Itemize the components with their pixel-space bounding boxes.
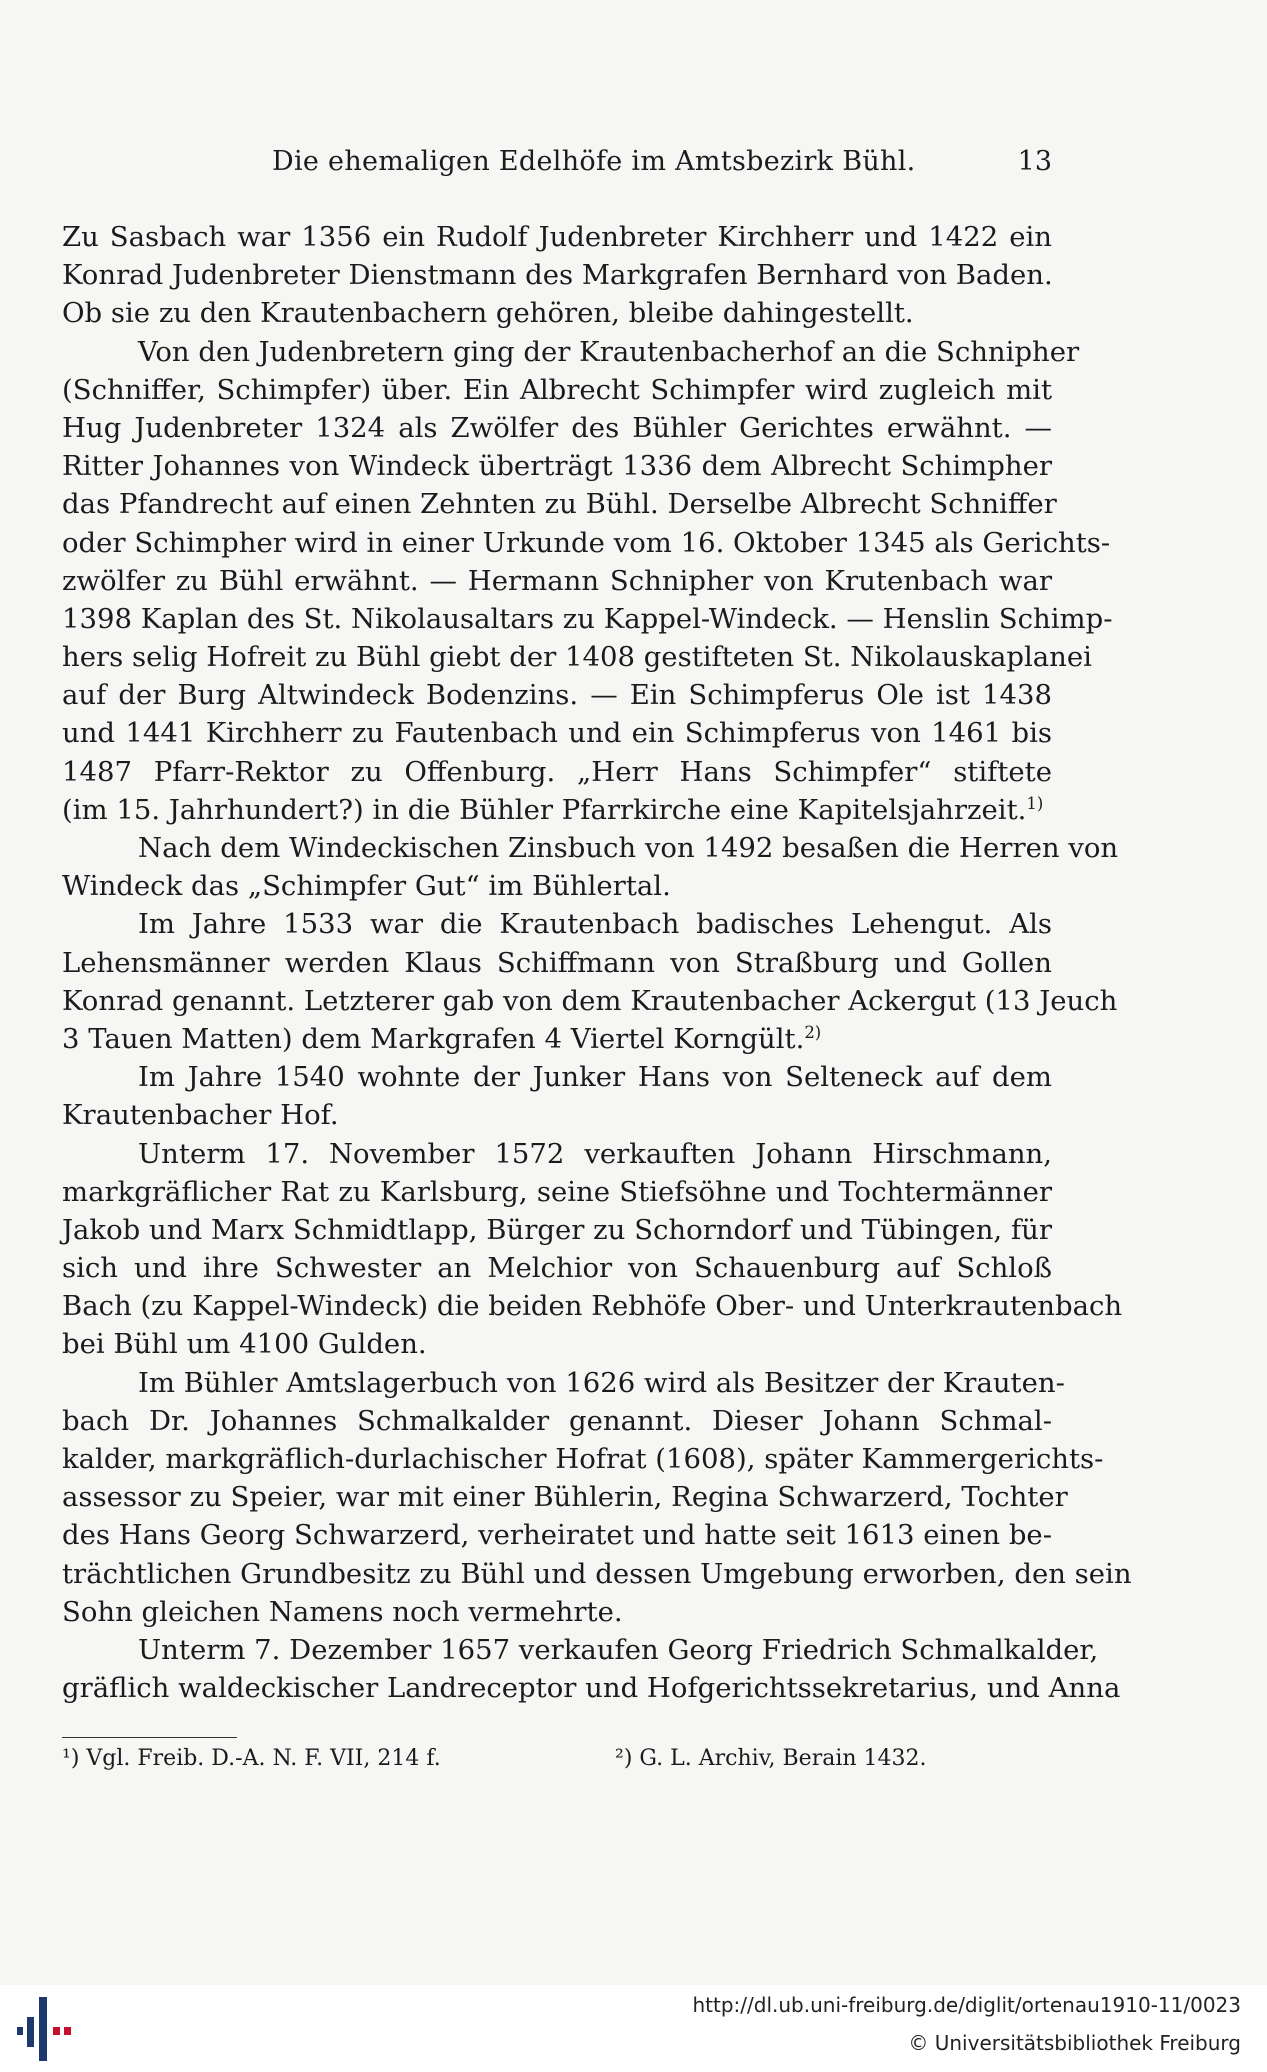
text-line-content: oder Schimpher wird in einer Urkunde vom 16. Oktober 1345 als Gerichts- <box>62 526 1111 559</box>
text-line-content: Ritter Johannes von Windeck überträgt 1336 dem Albrecht Schimpher <box>62 450 1052 483</box>
text-line-content: Konrad Judenbreter Dienstmann des Markgrafen Bernhard von Baden. <box>62 259 1053 292</box>
text-line-content: Lehensmänner werden Klaus Schiffmann von Straßburg und Gollen <box>62 946 1052 979</box>
text-line <box>62 1325 1052 1363</box>
text-line <box>62 333 1080 371</box>
text-line <box>62 447 1052 485</box>
text-line <box>62 1096 1052 1134</box>
text-line-content: Im Jahre 1533 war die Krautenbach badisches Lehengut. Als <box>138 908 1052 941</box>
library-logo-icon <box>14 1991 74 2067</box>
footnotes <box>62 1746 1052 1771</box>
text-line-content: zwölfer zu Bühl erwähnt. — Hermann Schnipher von Krutenbach war <box>62 564 1052 597</box>
text-line <box>62 294 1052 332</box>
text-line <box>62 524 1111 562</box>
page-header <box>62 146 1052 186</box>
footer-bar <box>0 1985 1267 2072</box>
text-line-content: gräflich waldeckischer Landreceptor und Hofgerichtssekretarius, und Anna <box>62 1672 1121 1705</box>
text-line-content: 1398 Kaplan des St. Nikolausaltars zu Kappel-Windeck. — Henslin Schimp- <box>62 602 1113 635</box>
text-line <box>62 1173 1052 1211</box>
text-line <box>62 1364 1065 1402</box>
footnote-1: ¹) Vgl. Freib. D.-A. N. F. VII, 214 f. <box>62 1746 441 1771</box>
text-line-content: assessor zu Speier, war mit einer Bühlerin, Regina Schwarzerd, Tochter <box>62 1481 1068 1514</box>
text-line <box>62 1287 1123 1325</box>
text-line-content: Hug Judenbreter 1324 als Zwölfer des Bühler Gerichtes erwähnt. — <box>62 411 1052 444</box>
text-line-content: Konrad genannt. Letzterer gab von dem Krautenbacher Ackergut (13 Jeuch <box>62 984 1118 1017</box>
text-line-content: Bach (zu Kappel-Windeck) die beiden Rebhöfe Ober- und Unterkrautenbach <box>62 1290 1123 1323</box>
text-line-content: Sohn gleichen Namens noch vermehrte. <box>62 1595 623 1628</box>
text-line-content: markgräflicher Rat zu Karlsburg, seine Stiefsöhne und Tochtermänner <box>62 1175 1052 1208</box>
text-line-content: Nach dem Windeckischen Zinsbuch von 1492 besaßen die Herren von <box>138 832 1119 864</box>
text-line <box>62 1211 1052 1249</box>
text-line <box>62 218 1052 256</box>
text-line <box>62 409 1052 447</box>
text-line-content: Im Jahre 1540 wohnte der Junker Hans von Selteneck auf dem <box>138 1061 1052 1094</box>
text-line <box>62 485 1057 523</box>
text-line-content: Unterm 7. Dezember 1657 verkaufen Georg Friedrich Schmalkalder, <box>138 1633 1099 1666</box>
text-line <box>62 600 1113 638</box>
body-text <box>62 218 1132 1707</box>
text-line <box>62 1478 1068 1516</box>
text-line <box>62 1020 1052 1058</box>
text-line <box>62 829 1119 867</box>
text-line-content: bach Dr. Johannes Schmalkalder genannt. Dieser Johann Schmal- <box>62 1404 1052 1437</box>
text-line <box>62 256 1052 294</box>
running-title: Die ehemaligen Edelhöfe im Amtsbezirk Bühl. <box>272 146 916 177</box>
footnote-rule <box>62 1737 237 1738</box>
text-line <box>62 791 1052 829</box>
footnote-marker: 1) <box>1026 793 1044 813</box>
text-line-content: Jakob und Marx Schmidtlapp, Bürger zu Schorndorf und Tübingen, für <box>62 1213 1052 1246</box>
text-line-content: Windeck das „Schimpfer Gut“ im Bühlertal. <box>62 870 671 903</box>
text-line <box>62 1631 1099 1669</box>
text-line-content: Ob sie zu den Krautenbachern gehören, bleibe dahingestellt. <box>62 297 914 330</box>
text-line-content: bei Bühl um 4100 Gulden. <box>62 1328 427 1361</box>
text-line-content: trächtlichen Grundbesitz zu Bühl und dessen Umgebung erworben, den sein <box>62 1557 1132 1590</box>
text-line <box>62 1135 1052 1173</box>
text-line <box>62 1516 1052 1554</box>
footnote-2: ²) G. L. Archiv, Berain 1432. <box>615 1746 927 1771</box>
text-line-content: (im 15. Jahrhundert?) in die Bühler Pfarrkirche eine Kapitelsjahrzeit. <box>62 793 1027 826</box>
text-line-content: des Hans Georg Schwarzerd, verheiratet und hatte seit 1613 einen be- <box>62 1519 1052 1552</box>
text-line-content: 3 Tauen Matten) dem Markgrafen 4 Viertel Korngült. <box>62 1022 805 1055</box>
text-line-content: Unterm 17. November 1572 verkauften Johann Hirschmann, <box>138 1137 1052 1170</box>
text-line-content: sich und ihre Schwester an Melchior von Schauenburg auf Schloß <box>62 1252 1052 1285</box>
text-line <box>62 1058 1052 1096</box>
text-line-content: auf der Burg Altwindeck Bodenzins. — Ein Schimpferus Ole ist 1438 <box>62 679 1052 712</box>
text-line <box>62 1669 1121 1707</box>
text-line <box>62 1402 1052 1440</box>
text-line <box>62 638 1092 676</box>
text-line-content: kalder, markgräflich-durlachischer Hofrat (1608), später Kammergerichts- <box>62 1443 1104 1475</box>
text-line-content: Von den Judenbretern ging der Krautenbacherhof an die Schnipher <box>138 335 1080 368</box>
text-line <box>62 676 1052 714</box>
text-line-content: hers selig Hofreit zu Bühl giebt der 1408 gestifteten St. Nikolauskaplanei <box>62 641 1092 674</box>
footnote-marker: 2) <box>804 1022 822 1042</box>
text-line-content: (Schniffer, Schimpfer) über. Ein Albrecht Schimpfer wird zugleich mit <box>62 373 1052 406</box>
text-line-content: und 1441 Kirchherr zu Fautenbach und ein Schimpferus von 1461 bis <box>62 717 1052 750</box>
text-line-content: Im Bühler Amtslagerbuch von 1626 wird als Besitzer der Krauten- <box>138 1366 1065 1399</box>
text-line-content: Krautenbacher Hof. <box>62 1099 339 1132</box>
text-line <box>62 562 1052 600</box>
text-line-content: Zu Sasbach war 1356 ein Rudolf Judenbreter Kirchherr und 1422 ein <box>62 221 1052 253</box>
copyright-notice: © Universitätsbibliothek Freiburg <box>908 2031 1241 2055</box>
text-line <box>62 371 1052 409</box>
text-line <box>62 1249 1052 1287</box>
text-line-content: das Pfandrecht auf einen Zehnten zu Bühl. Derselbe Albrecht Schniffer <box>62 488 1057 521</box>
permalink-url[interactable]: http://dl.ub.uni-freiburg.de/diglit/ortenau1910-11/0023 <box>692 1993 1241 2017</box>
page-number: 13 <box>1017 146 1052 177</box>
text-line-content: 1487 Pfarr-Rektor zu Offenburg. „Herr Hans Schimpfer“ stiftete <box>62 755 1052 788</box>
text-line <box>62 867 1052 905</box>
text-line <box>62 1440 1104 1478</box>
text-line <box>62 753 1052 791</box>
text-line <box>62 1593 1052 1631</box>
text-line <box>62 982 1118 1020</box>
text-line <box>62 1555 1132 1593</box>
text-line <box>62 944 1052 982</box>
text-line <box>62 714 1052 752</box>
text-line <box>62 905 1052 943</box>
